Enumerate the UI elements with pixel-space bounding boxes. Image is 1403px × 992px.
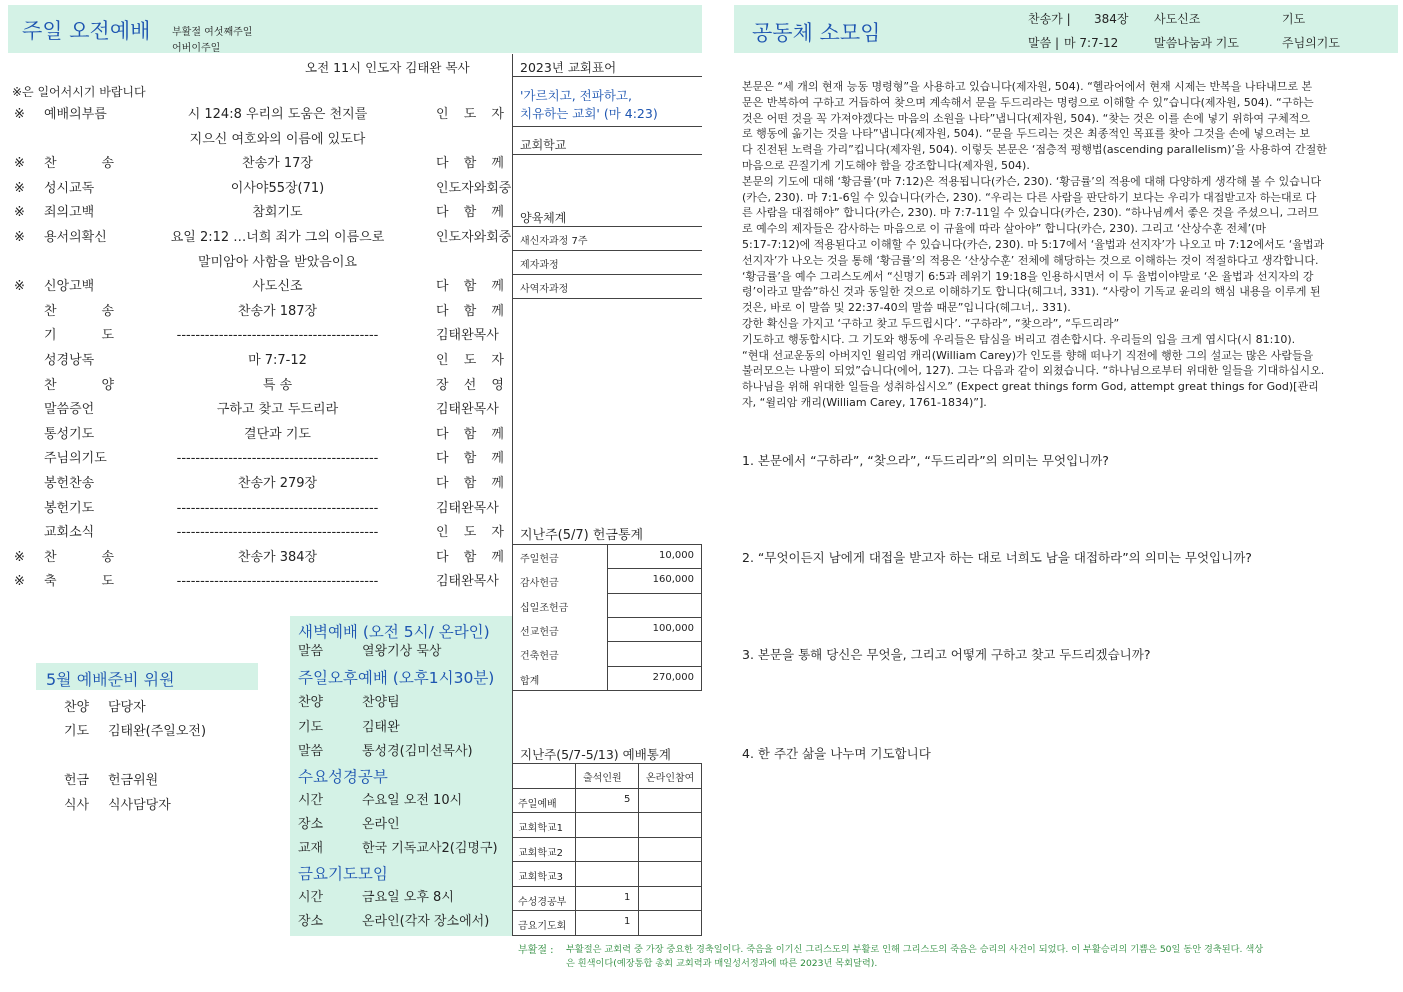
order-row [0,398,512,422]
worship-title: 주일 오전예배 [22,19,151,43]
order-row [0,152,512,176]
prep-key-4: 식사 [64,798,90,813]
motto-line-1: '가르치고, 전파하고, [520,88,632,103]
order-row [0,521,512,545]
afternoon-key: 말씀 [298,744,324,759]
order-row [0,177,512,201]
order-row [0,570,512,594]
order-name: 주님의기도 [44,451,107,467]
prep-title: 5월 예배준비 위원 [46,670,175,689]
order-name: 예배의부름 [44,107,107,122]
question-3: 3. 본문을 통해 당신은 무엇을, 그리고 어떻게 구하고 찾고 두드리겠습니까? [742,647,1151,662]
order-name: 용서의확신 [44,230,107,245]
order-name: 찬 송 [44,303,114,319]
community-title: 공동체 소모임 [752,21,881,45]
order-name: 찬 양 [44,377,114,393]
motto-line-2: 치유하는 교회' (마 4:23) [520,106,658,121]
order-mark: ※ [14,230,25,245]
order-name: 성시교독 [44,180,95,196]
fri-value: 온라인(각자 장소에서) [362,914,490,929]
question-2: 2. “무엇이든지 남에게 대접을 받고자 하는 대로 너희도 남을 대접하라”의 의미는 무엇입니까? [742,550,1252,565]
hymn-number: 384장 [1094,12,1129,26]
hymn-label: 찬송가 | [1028,12,1071,26]
table-border [607,641,702,642]
dawn-title: 새벽예배 (오전 5시/ 온라인) [298,623,490,641]
order-leader: 다 함 께 [436,156,504,172]
order-row [0,275,512,299]
order-mark: ※ [14,180,25,196]
study-body [742,78,1390,428]
order-name: 기 도 [44,328,114,344]
table-border [512,910,702,911]
divider [512,250,702,251]
order-row [0,497,512,521]
prep-key-2: 기도 [64,724,90,739]
order-mark: ※ [14,549,25,565]
order-content: ------------------------------------------- [176,525,379,541]
order-row [0,201,512,225]
afternoon-key: 기도 [298,720,324,735]
order-name: 축 도 [44,574,114,590]
order-row [0,546,512,570]
attendance-label: 교회학교2 [518,847,564,859]
fri-key: 시간 [298,890,324,905]
order-content: ------------------------------------------- [176,451,379,467]
afternoon-title: 주일오후예배 (오후1시30분) [298,669,495,687]
order-leader: 다 함 께 [436,303,504,319]
order-row [0,226,512,250]
afternoon-row [298,740,473,764]
offering-label: 건축헌금 [520,651,559,663]
order-content: 특 송 [262,377,293,393]
body-line: 강한 확신을 가지고 ‘구하고 찾고 두드립시다’. “구하라”, “찾으라”, “두드리라” [742,317,1120,330]
motto-year-label: 2023년 교회표어 [520,60,617,75]
prep-key-3: 헌금 [64,773,90,788]
offering-label: 십일조헌금 [520,602,569,614]
order-leader: 다 함 께 [436,426,504,442]
order-leader: 인 도 자 [436,353,504,368]
order-content: 참회기도 [252,205,303,221]
table-border [607,593,702,594]
prep-val-1: 담당자 [108,700,146,715]
order-leader: 인 도 자 [436,525,504,541]
body-line: 른 사람을 대접해야” 합니다(카슨, 230). 마 7:7-11일 수 있습니다(카슨, 230). “하나님께서 좋은 것을 주셨으니, 그러므 [742,206,1319,220]
divider [512,226,702,227]
course-1: 새신자과정 7주 [520,236,588,247]
creed-label: 사도신조 [1154,12,1201,26]
offering-label: 선교헌금 [520,626,559,638]
offering-value: 10,000 [659,550,694,561]
order-leader: 다 함 께 [436,451,504,467]
divider [512,154,702,155]
order-leader: 인 도 자 [436,107,504,122]
nurture-label: 양육체계 [520,211,567,225]
order-name: 교회소식 [44,525,95,541]
body-line: 불러모으는 나팔이 되었”습니다(에어, 127). 그는 다음과 같이 외쳤습니다. “하나님으로부터 위대한 일들을 기대하십시오. [742,364,1325,378]
order-content: 마 7:7-12 [248,353,307,368]
body-line: 다 진전된 노력을 가리”킵니다(제자원, 504). 이렇듯 본문은 ‘점층적 평행법(ascending parallelism)’을 사용하여 간절한 [742,143,1327,157]
body-line: 문은 반복하여 구하고 거듭하여 찾으며 계속해서 문을 두드리라는 명령으로 이해할 수 있”습니다(제자원, 504). “구하는 [742,95,1314,109]
worship-subtitle-1: 부활절 여섯째주일 [172,27,253,38]
school-label: 교회학교 [520,138,567,152]
offering-label: 감사헌금 [520,578,559,590]
wed-key: 교재 [298,841,324,856]
order-content: 찬송가 384장 [237,549,318,565]
table-border [607,544,608,690]
order-leader: 김태완목사 [436,574,499,590]
prep-val-4: 식사담당자 [108,798,171,813]
order-content: 사도신조 [252,279,303,295]
wed-key: 장소 [298,817,324,832]
afternoon-key: 찬양 [298,695,324,710]
offering-value: 100,000 [652,622,694,634]
order-row [0,300,512,324]
course-3: 사역자과정 [520,284,569,295]
order-name: 말씀증언 [44,402,95,418]
order-content: 이사야55장(71) [230,180,325,196]
worship-order [0,103,512,593]
order-content: 결단과 기도 [244,426,311,442]
order-row [0,472,512,496]
order-name: 신앙고백 [44,279,95,295]
body-line: 자, “윌리암 캐리(William Carey, 1761-1834)”]. [742,396,987,409]
order-name: 찬 송 [44,549,114,565]
order-leader: 인도자와회중 [436,230,512,245]
table-border [512,861,702,862]
order-leader: 김태완목사 [436,402,499,418]
attendance-label: 주일예배 [518,798,557,810]
wed-row [298,813,400,837]
wed-value: 온라인 [362,817,400,832]
order-row [0,103,512,127]
prayer-label: 기도 [1282,12,1306,26]
body-line: 5:17-7:12)에 적용된다고 이해할 수 있습니다(카슨, 230). 마 5:17에서 ‘율법과 선지자’가 나오고 마 7:12에서도 ‘율법과 [742,238,1325,251]
order-content: 찬송가 187장 [237,303,318,319]
order-name: 봉헌찬송 [44,476,95,491]
order-row [0,374,512,398]
order-leader: 다 함 께 [436,279,504,295]
footer-text-1: 부활절은 교회력 중 가장 중요한 경축일이다. 죽음을 이기신 그리스도의 부활로 인해 그리스도의 죽음은 승리의 사건이 되었다. 이 부활승리의 기쁨은 50일 동안 경축된다. 색상 [566,944,1264,955]
offering-title: 지난주(5/7) 헌금통계 [520,528,644,543]
table-border [512,690,702,691]
attendance-header: 온라인참여 [646,773,695,784]
order-name: 찬 송 [44,156,114,172]
prep-val-2: 김태완(주일오전) [108,724,207,739]
table-border [512,837,702,838]
order-content: 지으신 여호와의 이름에 있도다 [189,131,366,147]
attendance-label: 교회학교3 [518,872,564,883]
afternoon-row [298,716,400,740]
table-border [512,886,702,887]
attendance-count: 5 [624,793,631,805]
offering-label: 합계 [520,675,540,687]
order-name: 죄의고백 [44,205,95,221]
offering-label: 주일헌금 [520,554,559,565]
order-content: 요일 2:12 …너희 죄가 그의 이름으로 [170,230,385,245]
order-name: 성경낭독 [44,353,95,368]
order-mark: ※ [14,107,25,122]
fri-key: 장소 [298,914,324,929]
afternoon-row [298,691,400,715]
table-border [701,763,702,935]
body-line: (카슨, 230). 마 7:1-6일 수 있습니다(카슨, 230). “우리는 다른 사람을 판단하기 보다는 우리가 대접받고자 하는대로 다 [742,190,1317,204]
table-border [638,763,639,935]
order-leader: 김태완목사 [436,500,499,516]
attendance-label: 교회학교1 [518,823,564,834]
wed-row [298,789,462,813]
offering-value: 160,000 [652,574,694,586]
table-border [512,788,702,789]
attendance-label: 금요기도회 [518,921,567,932]
table-border [607,666,702,667]
attendance-label: 수성경공부 [518,896,567,908]
offering-table [512,544,702,690]
prep-key-1: 찬양 [64,700,90,715]
body-line: 것은, 바로 이 말씀 및 22:37-40의 말씀 때문”입니다(헤그너,. 331). [742,301,1071,315]
attendance-count: 1 [624,891,631,903]
question-1: 1. 본문에서 “구하라”, “찾으라”, “두드리라”의 의미는 무엇입니까? [742,453,1109,468]
body-line: 하나님을 위해 위대한 일들을 성취하십시오” (Expect great things form God, attempt great things for God)[관리 [742,380,1319,394]
body-line: 기도하고 행동합시다. 그 기도와 행동에 우리들은 탐심을 버리고 겸손합시다. 우리들의 입을 크게 엽시다(시 81:10). [742,332,1296,346]
order-content: 찬송가 17장 [242,156,313,172]
order-content: 말미암아 사함을 받았음이요 [198,254,357,270]
body-line: ‘황금률’을 예수 그리스도께서 “신명기 6:5과 레위기 19:18을 인용하시면서 이 두 율법이야말로 ‘온 율법과 선지자의 강 [742,269,1314,283]
afternoon-value: 김태완 [362,720,400,735]
divider [512,126,702,127]
wed-value: 수요일 오전 10시 [362,793,463,808]
order-name: 봉헌기도 [44,500,95,516]
order-mark: ※ [14,205,25,221]
word-label: 말씀 | [1028,36,1060,50]
order-row [0,251,512,275]
dawn-key: 말씀 [298,644,324,659]
order-mark: ※ [14,574,25,590]
footer-label: 부활절 : [518,945,554,956]
body-line: 것은 어떤 것을 꼭 가져야겠다는 마음의 소원을 나타”냅니다(제자원, 504). “찾는 것은 이를 손에 넣기 위하여 구체적으 [742,111,1310,125]
wed-value: 한국 기독교사2(김명구) [362,841,498,856]
order-name: 통성기도 [44,426,95,442]
question-4: 4. 한 주간 삶을 나누며 기도합니다 [742,746,931,761]
order-content: ------------------------------------------- [176,328,379,344]
body-line: 로 예수의 제자들은 감사하는 마음으로 이 규율에 따라 살아야” 합니다(카슨, 230). 그리고 ‘산상수훈 전체’(마 [742,222,1267,236]
body-line: 로 행동에 옮기는 것을 나타”냅니다(제자원, 504). “문을 두드리는 것은 최종적인 목표를 찾아 그것을 손에 넣으려는 보 [742,127,1310,141]
attendance-table [512,763,702,937]
course-2: 제자과정 [520,260,559,271]
order-row [0,349,512,373]
order-content: 구하고 찾고 두드리라 [216,402,339,418]
afternoon-value: 통성경(김미선목사) [362,744,473,759]
wed-key: 시간 [298,793,324,808]
order-leader: 다 함 께 [436,476,504,491]
order-row [0,447,512,471]
share-label: 말씀나눔과 기도 [1154,36,1239,50]
table-border [701,544,702,690]
order-leader: 김태완목사 [436,328,499,344]
divider [512,274,702,275]
body-line: 령’이라고 말씀”하신 것과 동일한 것으로 이해하기도 합니다(헤그너, 331). “사랑이 기독교 윤리의 핵심 내용을 이루게 된 [742,285,1321,299]
body-line: 마음으로 끈질기게 기도해야 함을 강조합니다(제자원, 504). [742,159,1030,172]
body-line: 본문은 “세 개의 현재 능동 명령형”을 사용하고 있습니다(제자원, 504). “헬라어에서 현재 시제는 반복을 나타내므로 본 [742,80,1313,93]
table-border [607,617,702,618]
wed-title: 수요성경공부 [298,768,388,786]
table-border [575,763,576,935]
table-border [512,812,702,813]
body-line: 선지자’가 나오는 것을 통해 ‘황금률’의 적용은 ‘산상수훈’ 전체에 해당하는 것으로 이해하는 것이 적절하다고 생각합니다. [742,253,1319,267]
attendance-title: 지난주(5/7-5/13) 예배통계 [520,747,671,762]
attendance-count: 1 [624,916,631,927]
order-leader: 다 함 께 [436,205,504,221]
body-line: “현대 선교운동의 아버지인 윌리엄 캐리(William Carey)가 인도를 향해 떠나기 직전에 행한 그의 설교는 많은 사람들을 [742,348,1314,362]
order-leader: 인도자와회중 [436,180,512,196]
order-row [0,128,512,152]
order-content: 찬송가 279장 [237,476,318,491]
wed-row [298,837,498,861]
footer-text-2: 은 흰색이다(예장통합 총회 교회력과 매일성서정과에 따른 2023년 목회달력). [566,958,878,969]
fri-value: 금요일 오후 8시 [362,890,454,905]
prep-val-3: 헌금위원 [108,773,159,788]
leader-line: 오전 11시 인도자 김태완 목사 [305,60,470,75]
order-leader: 다 함 께 [436,549,504,565]
word-passage: 마 7:7-12 [1064,36,1119,50]
table-border [512,763,702,764]
order-leader: 장 선 영 [436,377,504,393]
table-border [512,935,702,936]
lords-prayer-label: 주님의기도 [1282,36,1340,50]
order-content: ------------------------------------------- [176,574,379,590]
table-border [607,568,702,569]
fri-title: 금요기도모임 [298,865,388,883]
offering-value: 270,000 [652,671,694,683]
dawn-value: 열왕기상 묵상 [362,644,442,659]
divider [512,298,702,299]
order-row [0,423,512,447]
order-mark: ※ [14,279,25,295]
stand-note: ※은 일어서시기 바랍니다 [12,85,146,99]
divider [512,76,702,77]
fri-row [298,910,489,934]
dawn-row [298,640,441,664]
order-row [0,324,512,348]
fri-row [298,886,454,910]
order-content: 시 124:8 우리의 도움은 천지를 [187,107,368,122]
worship-subtitle-2: 어버이주일 [172,43,221,54]
order-mark: ※ [14,156,25,172]
order-content: ------------------------------------------- [176,500,379,516]
attendance-header: 출석인원 [583,773,622,784]
body-line: 본문의 기도에 대해 ‘황금률’(마 7:12)은 적용됩니다(카슨, 230). ‘황금률’의 적용에 대해 다양하게 생각해 볼 수 있습니다 [742,174,1322,188]
afternoon-value: 찬양팀 [362,695,400,710]
